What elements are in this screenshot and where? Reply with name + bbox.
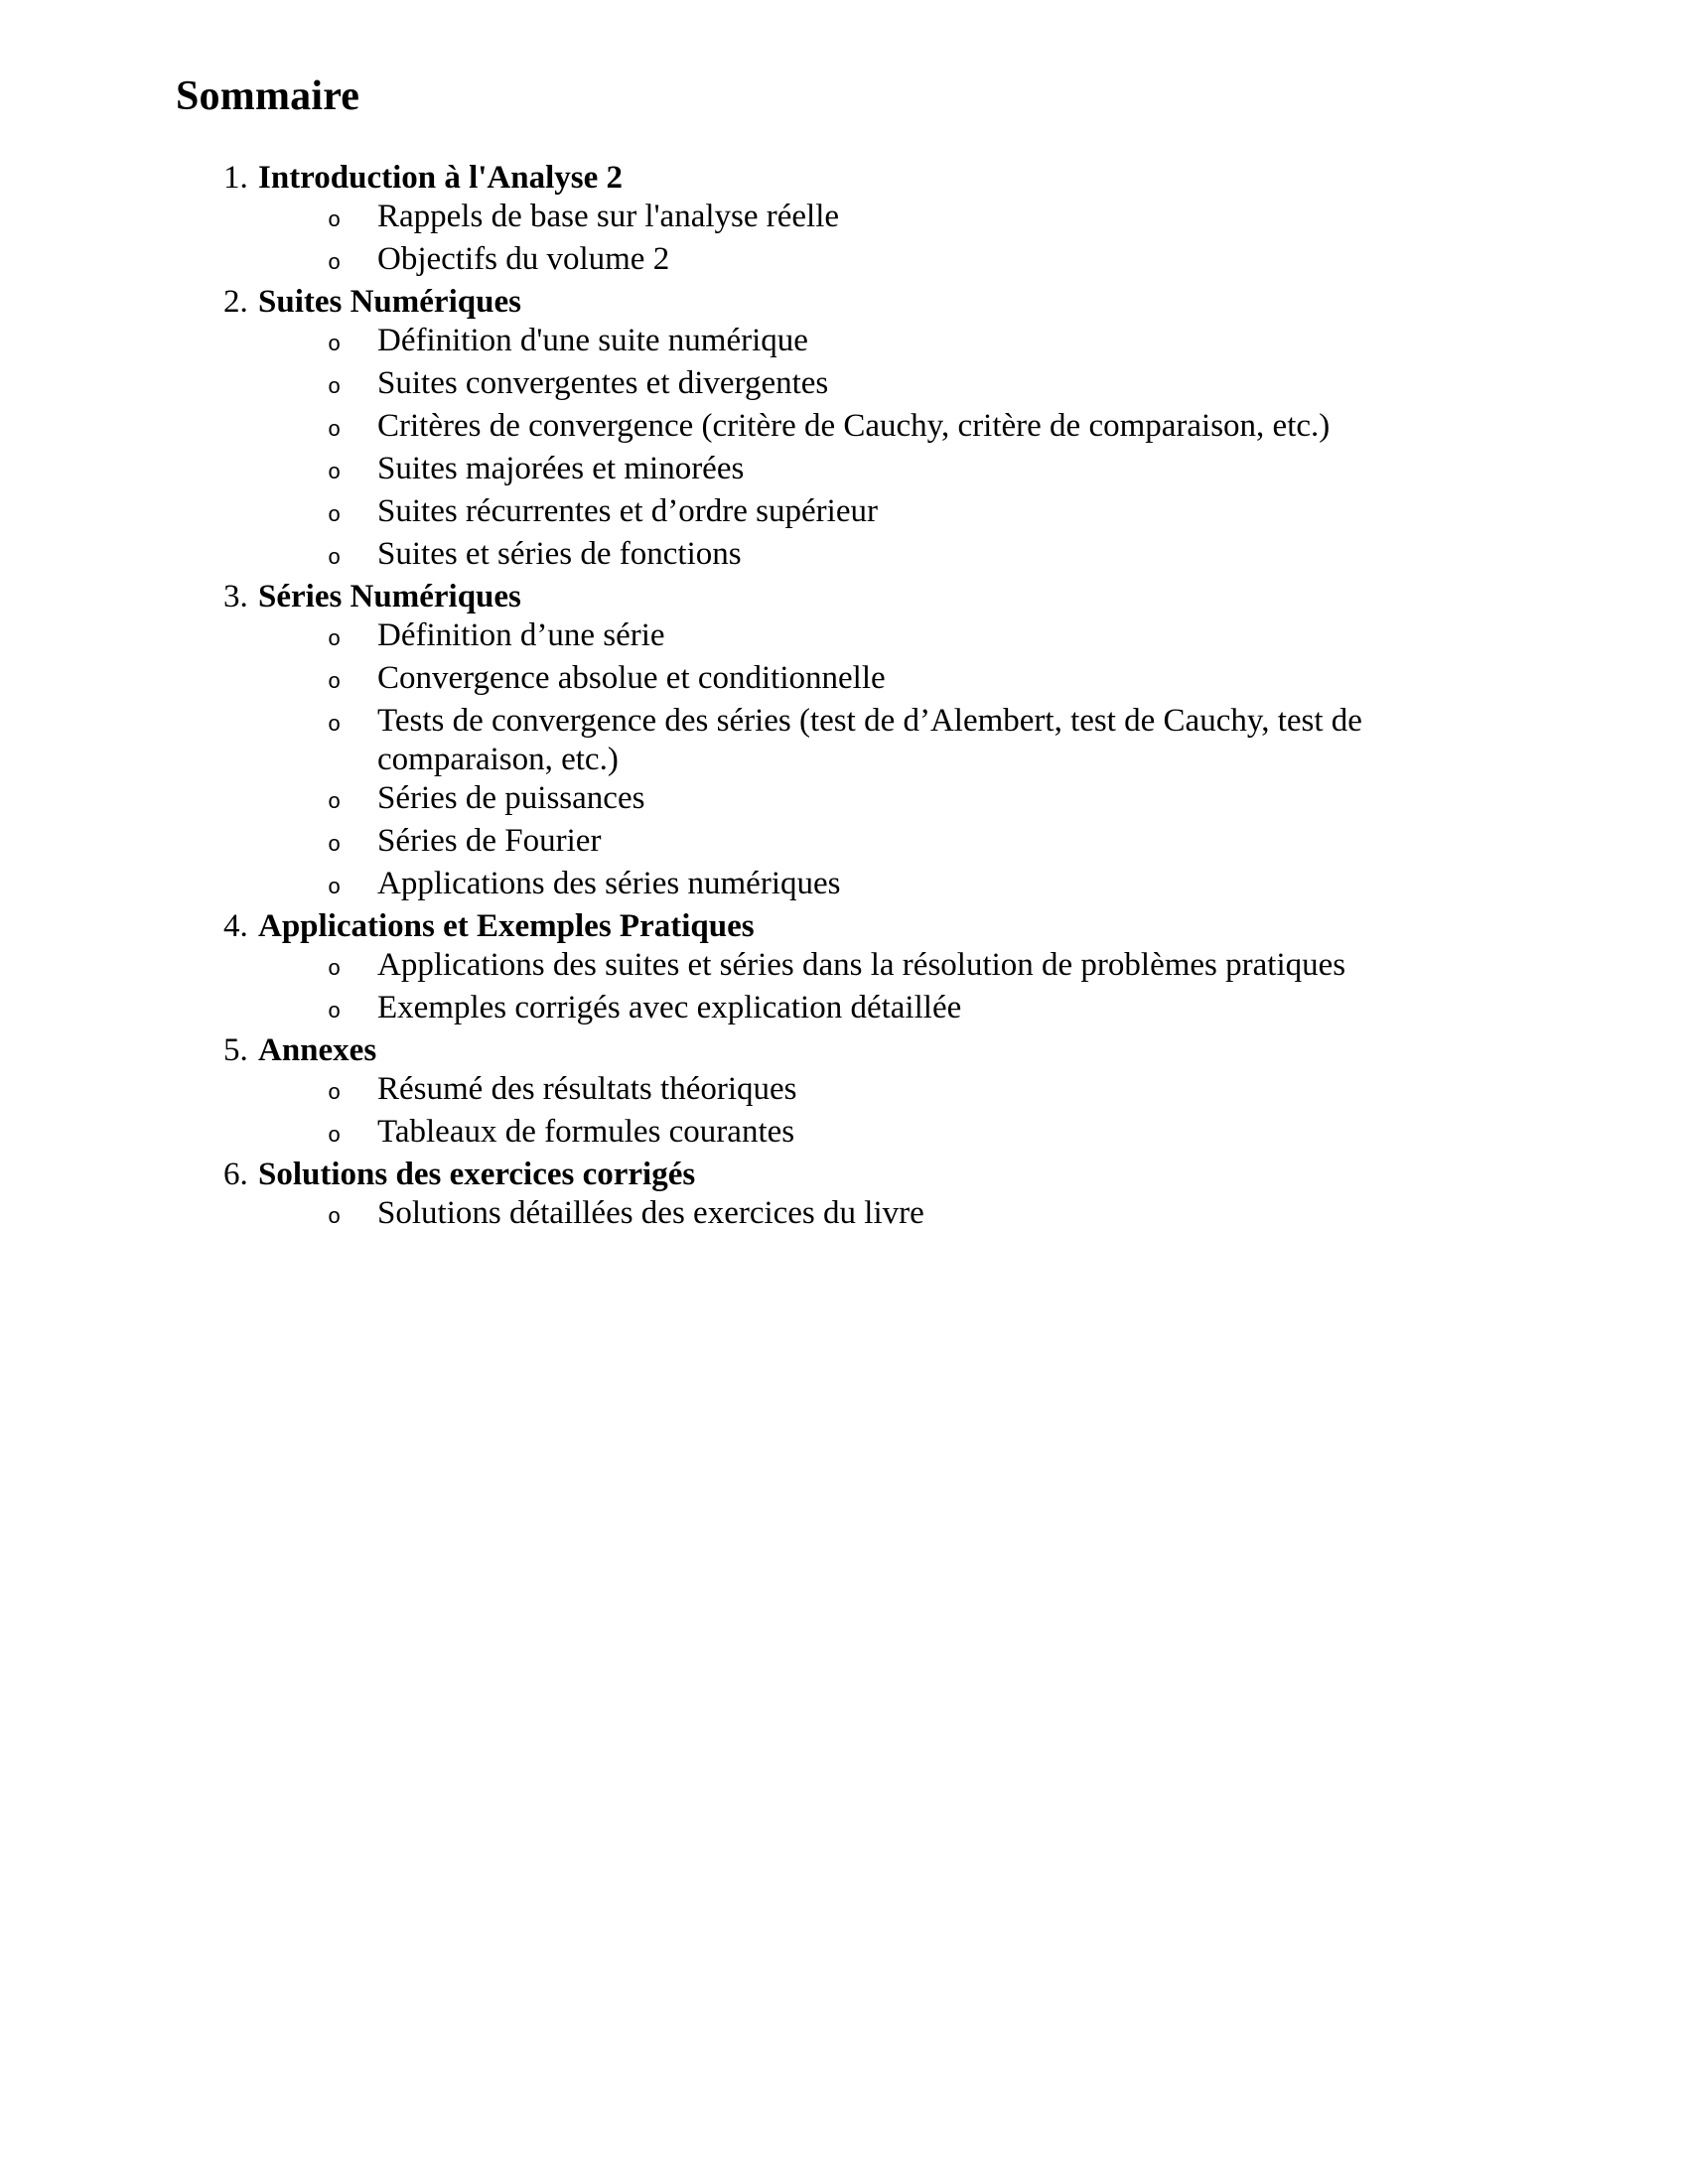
- section-title: Annexes: [258, 1032, 377, 1068]
- list-item: [328, 535, 1470, 578]
- list-item: [328, 1113, 1470, 1156]
- circle-bullet-icon: o: [328, 418, 342, 443]
- list-item-text: Rappels de base sur l'analyse réelle: [377, 199, 840, 234]
- list-item-text: Suites et séries de fonctions: [377, 536, 742, 572]
- circle-bullet-icon: o: [328, 375, 342, 400]
- section-title: Solutions des exercices corrigés: [258, 1157, 696, 1192]
- circle-bullet-icon: o: [328, 627, 342, 652]
- section-number: 1.: [223, 160, 248, 196]
- list-item: [328, 779, 1470, 822]
- section-title: Suites Numériques: [258, 284, 521, 320]
- list-item: [328, 989, 1470, 1031]
- section-number: 3.: [223, 579, 248, 614]
- circle-bullet-icon: o: [328, 790, 342, 815]
- list-item-text: Critères de convergence (critère de Cauchy, critère de comparaison, etc.): [377, 408, 1331, 444]
- list-item-text: Tableaux de formules courantes: [377, 1114, 795, 1150]
- list-item: [328, 492, 1470, 535]
- section-number: 4.: [223, 908, 248, 944]
- circle-bullet-icon: o: [328, 1081, 342, 1106]
- circle-bullet-icon: o: [328, 1000, 342, 1024]
- circle-bullet-icon: o: [328, 208, 342, 233]
- list-item: [328, 946, 1470, 989]
- list-item: [328, 1194, 1470, 1237]
- circle-bullet-icon: o: [328, 1205, 342, 1230]
- list-item-text: Suites majorées et minorées: [377, 451, 745, 486]
- list-item-text: Applications des séries numériques: [377, 866, 841, 901]
- list-item-text: Séries de puissances: [377, 780, 645, 816]
- list-item: [328, 616, 1470, 659]
- toc-section-3: [223, 578, 1688, 616]
- list-item-text: Résumé des résultats théoriques: [377, 1071, 797, 1107]
- toc-list: [0, 159, 1688, 1237]
- section-title: Applications et Exemples Pratiques: [258, 908, 755, 944]
- circle-bullet-icon: o: [328, 1124, 342, 1149]
- circle-bullet-icon: o: [328, 251, 342, 276]
- list-item-text: Objectifs du volume 2: [377, 241, 670, 277]
- list-item: [328, 659, 1470, 702]
- list-item-text: Définition d’une série: [377, 617, 665, 653]
- toc-section-2: [223, 283, 1688, 322]
- circle-bullet-icon: o: [328, 461, 342, 485]
- list-item-text: Suites convergentes et divergentes: [377, 365, 829, 401]
- list-item-text: Suites récurrentes et d’ordre supérieur: [377, 493, 878, 529]
- circle-bullet-icon: o: [328, 546, 342, 571]
- list-item-text: Séries de Fourier: [377, 823, 602, 859]
- list-item-text: Applications des suites et séries dans la résolution de problèmes pratiques: [377, 947, 1346, 983]
- list-item: [328, 322, 1470, 364]
- page-title: Sommaire: [176, 73, 360, 119]
- section-title: Séries Numériques: [258, 579, 521, 614]
- circle-bullet-icon: o: [328, 503, 342, 528]
- section-title: Introduction à l'Analyse 2: [258, 160, 624, 196]
- list-item: [328, 407, 1470, 450]
- section-number: 6.: [223, 1157, 248, 1192]
- list-item: [328, 822, 1470, 865]
- list-item: [328, 450, 1470, 492]
- circle-bullet-icon: o: [328, 670, 342, 695]
- list-item-text: Solutions détaillées des exercices du livre: [377, 1195, 924, 1231]
- section-number: 5.: [223, 1032, 248, 1068]
- list-item: [328, 198, 1470, 240]
- list-item: [328, 865, 1470, 907]
- toc-section-5: [223, 1031, 1688, 1070]
- list-item-text: Définition d'une suite numérique: [377, 323, 808, 358]
- list-item-text: Convergence absolue et conditionnelle: [377, 660, 886, 696]
- list-item-text: Tests de convergence des séries (test de d’Alembert, test de Cauchy, test de comparaison, etc.): [377, 703, 1362, 777]
- list-item-text: Exemples corrigés avec explication détaillée: [377, 990, 962, 1025]
- circle-bullet-icon: o: [328, 333, 342, 357]
- circle-bullet-icon: o: [328, 833, 342, 858]
- toc-section-6: [223, 1156, 1688, 1194]
- list-item: [328, 1070, 1470, 1113]
- list-item: [328, 240, 1470, 283]
- circle-bullet-icon: o: [328, 713, 342, 738]
- toc-section-4: [223, 907, 1688, 946]
- circle-bullet-icon: o: [328, 957, 342, 982]
- toc-section-1: [223, 159, 1688, 198]
- section-number: 2.: [223, 284, 248, 320]
- circle-bullet-icon: o: [328, 876, 342, 900]
- list-item: [328, 364, 1470, 407]
- list-item: [328, 702, 1470, 779]
